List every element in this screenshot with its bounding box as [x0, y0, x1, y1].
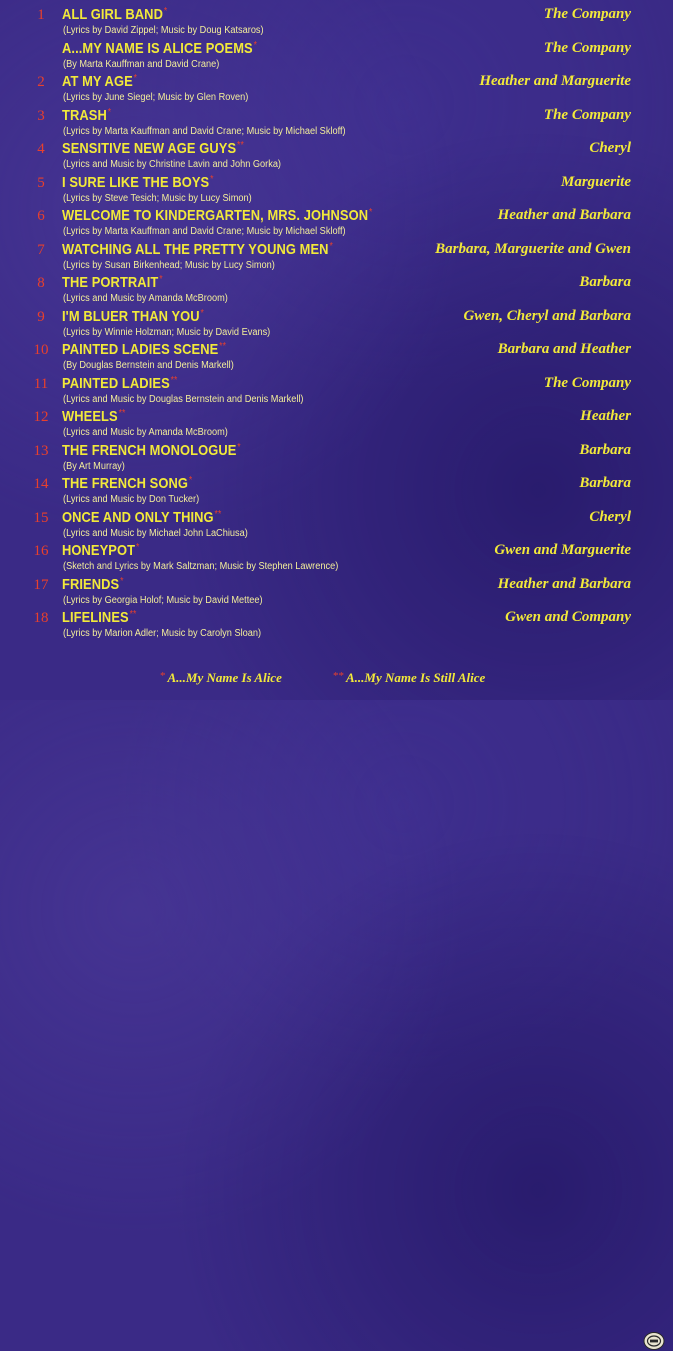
track-row — [0, 307, 673, 340]
track-credit: (Lyrics by Winnie Holzman; Music by David Evans) — [63, 326, 271, 338]
track-title — [62, 73, 137, 90]
source-show-mark: * — [120, 575, 124, 587]
track-number: 11 — [33, 375, 49, 392]
track-title-text: THE FRENCH MONOLOGUE — [62, 441, 237, 459]
footnotes — [0, 660, 673, 700]
track-row — [0, 5, 673, 38]
track-title — [62, 375, 177, 392]
track-number: 3 — [37, 107, 45, 124]
track-row — [0, 474, 673, 507]
footnote-alice — [160, 670, 282, 686]
track-title — [62, 576, 124, 593]
track-credit: (Lyrics by June Siegel; Music by Glen Roven) — [63, 92, 249, 103]
track-title — [62, 308, 204, 325]
source-show-mark: * — [237, 441, 241, 453]
track-title — [62, 140, 244, 157]
source-show-mark: ** — [237, 140, 244, 151]
track-title — [62, 341, 226, 358]
track-title-text: LIFELINES — [62, 609, 129, 626]
track-credit: (Lyrics by Susan Birkenhead; Music by Lucy Simon) — [63, 259, 275, 271]
track-number: 5 — [37, 174, 45, 191]
track-credit: (By Douglas Bernstein and Denis Markell) — [63, 360, 234, 371]
source-show-mark: * — [135, 542, 140, 553]
track-credit: (Lyrics by Marta Kauffman and David Crane; Music by Michael Skloff) — [63, 125, 346, 137]
track-credit: (By Marta Kauffman and David Crane) — [63, 58, 220, 70]
track-title-text: TRASH — [62, 106, 107, 124]
track-number: 12 — [33, 409, 49, 425]
track-credit: (Lyrics and Music by Christine Lavin and John Gorka) — [63, 159, 281, 170]
track-number: 7 — [37, 241, 45, 258]
track-title — [62, 408, 125, 425]
track-number: 9 — [37, 308, 45, 325]
track-row — [0, 374, 673, 407]
track-number: 14 — [33, 476, 49, 492]
track-credit: (Lyrics and Music by Don Tucker) — [63, 494, 200, 505]
track-number: 8 — [37, 275, 45, 291]
track-title-text: WHEELS — [62, 408, 118, 425]
track-row — [0, 173, 673, 206]
track-row — [0, 541, 673, 574]
track-title — [62, 107, 111, 124]
track-credit: (Lyrics and Music by Amanda McBroom) — [63, 293, 228, 304]
track-title-text: I'M BLUER THAN YOU — [62, 307, 200, 325]
track-number: 16 — [33, 543, 49, 559]
track-row — [0, 206, 673, 239]
track-title-text: ONCE AND ONLY THING — [62, 508, 214, 526]
track-title-text: WELCOME TO KINDERGARTEN, MRS. JOHNSON — [62, 207, 369, 224]
track-number: 2 — [37, 74, 45, 90]
track-performer: The Company — [543, 106, 631, 123]
source-show-mark: * — [107, 106, 112, 118]
source-show-mark: * — [133, 73, 138, 84]
track-performer: The Company — [543, 6, 631, 22]
track-performer: Heather and Barbara — [497, 207, 631, 223]
track-title-text: SENSITIVE NEW AGE GUYS — [62, 140, 237, 157]
track-title — [62, 241, 333, 258]
track-row — [0, 407, 673, 440]
track-performer: Barbara — [579, 274, 631, 290]
source-show-mark: * — [210, 173, 214, 185]
track-number: 4 — [37, 141, 45, 157]
track-row — [0, 106, 673, 139]
source-show-mark: * — [163, 6, 168, 17]
footnote-double-text: A...My Name Is Still Alice — [346, 670, 486, 685]
track-credit: (Lyrics and Music by Amanda McBroom) — [63, 427, 228, 438]
track-title — [62, 274, 163, 291]
source-show-mark: * — [368, 207, 373, 218]
track-number: 13 — [33, 442, 49, 459]
track-title-text: I SURE LIKE THE BOYS — [62, 173, 210, 191]
footnote-double-mark: ** — [333, 670, 344, 682]
source-show-mark: ** — [118, 408, 126, 419]
track-title — [62, 509, 221, 526]
track-title — [62, 207, 372, 224]
track-credit: (Lyrics by David Zippel; Music by Doug Katsaros) — [63, 25, 264, 36]
track-title — [62, 542, 139, 559]
track-title-text: ALL GIRL BAND — [62, 6, 163, 23]
track-number: 15 — [33, 509, 49, 526]
track-performer: Heather — [580, 408, 631, 424]
track-number: 6 — [37, 208, 45, 224]
track-credit: (Sketch and Lyrics by Mark Saltzman; Music by Stephen Lawrence) — [63, 561, 339, 572]
footnote-single-mark: * — [160, 670, 166, 682]
track-title-text: WATCHING ALL THE PRETTY YOUNG MEN — [62, 240, 329, 258]
track-performer: Barbara, Marguerite and Gwen — [435, 240, 631, 257]
track-credit: (Lyrics by Marion Adler; Music by Carolyn Sloan) — [63, 628, 262, 639]
track-performer: Gwen, Cheryl and Barbara — [463, 307, 631, 324]
track-credit: (Lyrics by Georgia Holof; Music by David Mettee) — [63, 594, 263, 606]
track-performer: Gwen and Marguerite — [494, 542, 631, 558]
track-performer: Cheryl — [589, 140, 631, 156]
source-show-mark: ** — [219, 341, 227, 352]
source-show-mark: * — [188, 475, 193, 486]
track-row — [0, 575, 673, 608]
track-row — [0, 340, 673, 373]
track-row — [0, 139, 673, 172]
track-performer: The Company — [543, 374, 631, 391]
source-show-mark: * — [329, 240, 333, 252]
source-show-mark: ** — [214, 508, 222, 520]
track-performer: Heather and Marguerite — [479, 73, 631, 89]
track-performer: Barbara — [579, 475, 631, 491]
track-title — [62, 442, 241, 459]
track-title — [62, 475, 192, 492]
track-title-text: A...MY NAME IS ALICE POEMS — [62, 39, 253, 57]
footnote-single-text: A...My Name Is Alice — [167, 670, 282, 685]
track-title — [62, 6, 167, 23]
track-performer: Barbara — [579, 441, 631, 458]
track-number: 17 — [33, 576, 49, 593]
track-title-text: THE PORTRAIT — [62, 274, 159, 291]
track-row — [0, 72, 673, 105]
track-performer: Cheryl — [589, 508, 631, 525]
track-performer: Barbara and Heather — [497, 341, 631, 357]
track-title — [62, 40, 257, 57]
source-show-mark: * — [253, 39, 258, 51]
track-performer: Marguerite — [560, 173, 631, 190]
track-credit: (Lyrics by Steve Tesich; Music by Lucy Simon) — [63, 192, 252, 204]
track-credit: (By Art Murray) — [63, 460, 125, 472]
track-list — [0, 0, 673, 660]
track-row — [0, 240, 673, 273]
track-title-text: PAINTED LADIES SCENE — [62, 341, 219, 358]
source-show-mark: ** — [129, 609, 137, 620]
source-show-mark: ** — [170, 374, 178, 386]
track-performer: Heather and Barbara — [497, 575, 631, 592]
track-number: 1 — [37, 7, 45, 23]
track-row — [0, 508, 673, 541]
track-title-text: AT MY AGE — [62, 73, 133, 90]
track-title — [62, 609, 136, 626]
track-title-text: THE FRENCH SONG — [62, 475, 189, 492]
track-title-text: HONEYPOT — [62, 542, 136, 559]
track-row — [0, 39, 673, 72]
source-show-mark: * — [200, 307, 204, 319]
source-show-mark: * — [159, 274, 163, 285]
track-number: 18 — [33, 610, 49, 626]
track-credit: (Lyrics and Music by Michael John LaChiusa) — [63, 527, 248, 539]
track-title — [62, 174, 214, 191]
track-credit: (Lyrics and Music by Douglas Bernstein and Denis Markell) — [63, 393, 304, 405]
track-row — [0, 273, 673, 306]
footnote-still-alice — [333, 670, 485, 686]
track-row — [0, 441, 673, 474]
track-row — [0, 608, 673, 641]
track-performer: The Company — [543, 39, 631, 56]
track-performer: Gwen and Company — [505, 609, 631, 625]
track-title-text: FRIENDS — [62, 575, 120, 593]
record-label-logo-icon — [643, 1331, 665, 1351]
track-number: 10 — [33, 342, 49, 358]
track-title-text: PAINTED LADIES — [62, 374, 170, 392]
track-credit: (Lyrics by Marta Kauffman and David Crane; Music by Michael Skloff) — [63, 226, 346, 237]
